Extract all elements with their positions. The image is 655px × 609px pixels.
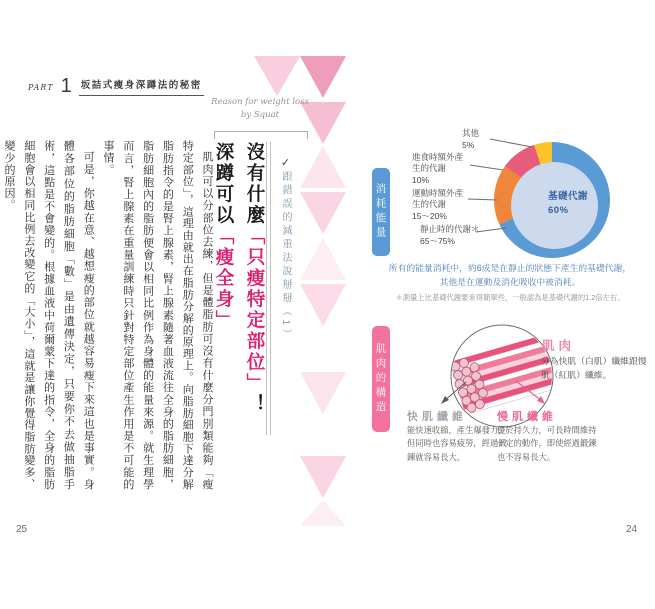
chapter-title: 坂詰式瘦身深蹲法的秘密 <box>79 77 204 96</box>
body-paragraph-1: 肌肉可以分部位去練，但是體脂肪可沒有什麼分門別類能夠「瘦特定部位」，這理由就出在脂肪分解的原理上。向脂肪細胞下達分解脂肪指令的是腎上腺素，腎上腺素隨著血液流往全身的脂肪細胞，脂肪細胞內的脂肪便會以相同比例作為身體的能量來源。就生理學而言，腎上腺素在重量訓練時只針對特定部位產生作用是不可能的事情。 <box>102 140 213 490</box>
body-paragraph-2: 可是，你越在意、越想瘦的部位就越容易瘦下來這也是事實。身體各部位的脂肪細胞「數」是由遺傳決定，只要你不去做抽脂手術，這點是不會變的。根據血液中荷爾蒙下達的指令，全身的脂肪細胞會以相同比例去改變它的「大小」，這就是讓你覺得脂肪變多、變少的原因。 <box>3 140 95 490</box>
headline-line-2: 深蹲可以「瘦全身」 <box>214 142 235 331</box>
kicker-text: 跟錯誤的減重法說掰掰（1） <box>280 171 291 343</box>
fast-fiber-title: 快肌纖維 <box>407 411 467 423</box>
muscle-label: 肌肉 <box>542 339 576 353</box>
headline <box>212 142 268 450</box>
pie-label-resting: 靜止時的代謝＊ 65～75% <box>420 224 480 247</box>
checkmark-icon: ✓ <box>279 156 291 171</box>
body-text <box>3 140 216 490</box>
part-header <box>28 76 204 96</box>
pie-inner-label: 基礎代謝 60% <box>548 191 589 216</box>
energy-section-tab: 消耗能量 <box>372 168 390 256</box>
headline-line-1: 沒有什麼「只瘦特定部位」！ <box>245 142 266 415</box>
pie-label-eating: 進食時額外產生的代謝 10% <box>412 152 464 186</box>
muscle-description: 分為快肌（白肌）纖維跟慢肌（紅肌）纖維。 <box>541 356 647 381</box>
page-number-left: 25 <box>16 524 28 535</box>
muscle-section-tab: 肌肉的構造 <box>372 326 390 432</box>
fast-fiber-description: 能快速收縮，產生爆發力，但同時也容易疲勞，經過鍛鍊就容易長大。 <box>407 425 507 462</box>
pie-caption: 所有的能量消耗中，約6成是在靜止的狀態下產生的基礎代謝， 其他是在運動及消化吸收中被消耗。 ＊測量上比基礎代謝要來得簡單些，一般認為是基礎代謝的1.2倍左右。 <box>375 262 645 304</box>
slow-fiber-description: 優於持久力，可長時間維持一定的動作，即使經過鍛鍊也不容易長大。 <box>497 425 597 462</box>
pie-label-other: 其他 5% <box>462 128 480 151</box>
fiber-arrows <box>430 378 560 408</box>
section-kicker <box>278 156 293 406</box>
tagline-bracket <box>214 131 308 139</box>
english-tagline: Reason for weight loss by Squat <box>211 97 309 121</box>
page-number-right: 24 <box>626 524 638 535</box>
pie-label-exercise: 運動時額外產生的代謝 15～20% <box>412 188 464 222</box>
pie-footnote: ＊測量上比基礎代謝要來得簡單些，一般認為是基礎代謝的1.2倍左右。 <box>395 293 625 303</box>
slow-fiber-title: 慢肌纖維 <box>497 411 557 423</box>
part-label: PART <box>28 83 54 92</box>
part-number: 1 <box>60 75 72 97</box>
